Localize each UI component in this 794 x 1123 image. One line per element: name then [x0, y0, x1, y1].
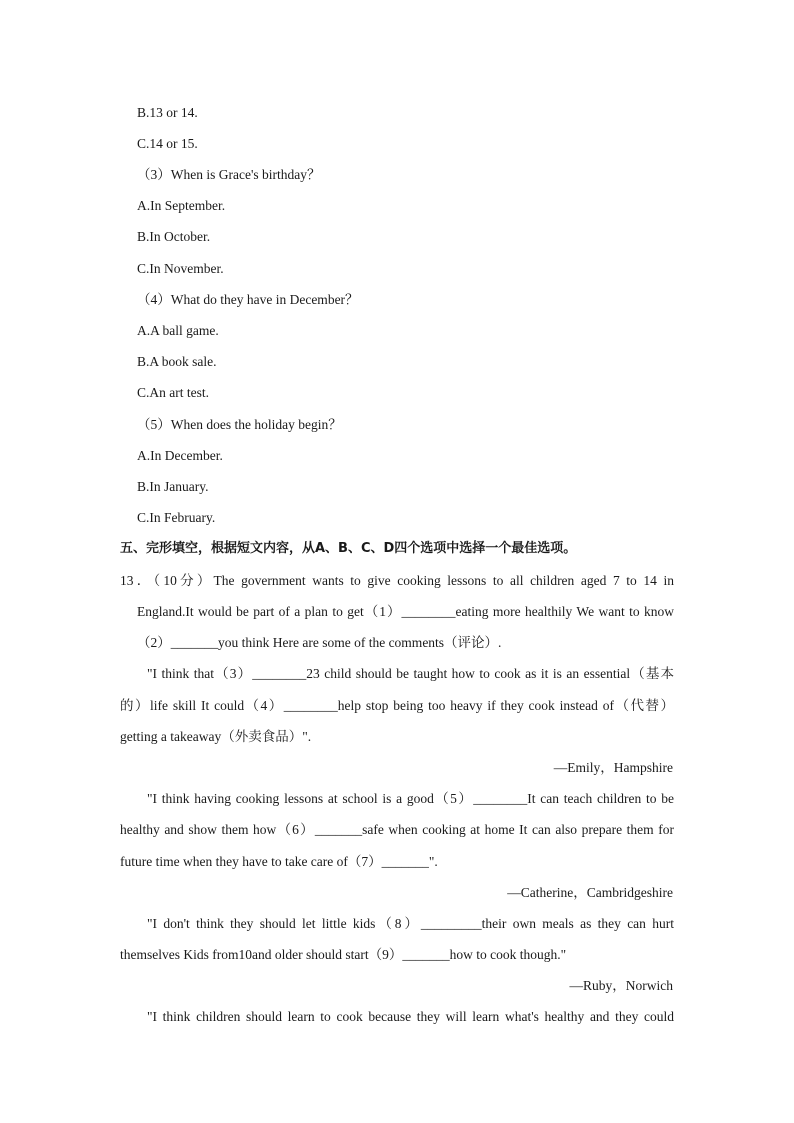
section-heading: 五、完形填空，根据短文内容，从A、B、C、D四个选项中选择一个最佳选项。 — [120, 541, 577, 556]
option-q2-c: C.14 or 15. — [137, 136, 198, 151]
option-q5-c: C.In February. — [137, 510, 216, 525]
option-q4-b: B.A book sale. — [137, 354, 217, 369]
passage-line-12: "I think children should learn to cook because they will learn what's healthy and they could — [147, 1009, 674, 1024]
option-q3-a: A.In September. — [137, 198, 226, 213]
option-q3-b: B.In October. — [137, 229, 211, 244]
passage-line-9: future time when they have to take care of（7）_______". — [120, 854, 438, 869]
option-q4-c: C.An art test. — [137, 385, 209, 400]
option-q5-b: B.In January. — [137, 479, 209, 494]
passage-line-7: "I think having cooking lessons at school is a good（5）________It can teach children to be — [147, 791, 674, 806]
option-q3-c: C.In November. — [137, 261, 224, 276]
passage-line-11: themselves Kids from10and older should start（9）_______how to cook though." — [120, 947, 567, 962]
question-5: （5）When does the holiday begin？ — [137, 417, 342, 432]
passage-line-1: 13．（10分）The government wants to give cooking lessons to all children aged 7 to 14 in — [120, 573, 674, 588]
passage-line-3: （2）_______you think Here are some of the comments（评论）. — [137, 635, 502, 650]
option-q2-b: B.13 or 14. — [137, 105, 198, 120]
signature-catherine: —Catherine，Cambridgeshire — [507, 885, 673, 900]
passage-line-6: getting a takeaway（外卖食品）". — [120, 729, 312, 744]
passage-line-10: "I don't think they should let little kids（8）_________their own meals as they can hurt — [147, 916, 674, 931]
question-4: （4）What do they have in December？ — [137, 292, 359, 307]
passage-line-8: healthy and show them how（6）_______safe when cooking at home It can also prepare them for — [120, 822, 674, 837]
passage-line-4: "I think that（3）________23 child should be taught how to cook as it is an essential（基本 — [147, 666, 674, 681]
option-q4-a: A.A ball game. — [137, 323, 219, 338]
option-q5-a: A.In December. — [137, 448, 223, 463]
signature-emily: —Emily，Hampshire — [553, 760, 673, 775]
question-3: （3）When is Grace's birthday？ — [137, 167, 321, 182]
passage-line-5: 的）life skill It could（4）________help stop being too heavy if they cook instead of（代替） — [120, 698, 674, 713]
passage-line-2: England.It would be part of a plan to get（1）________eating more healthily We want to know — [137, 604, 674, 619]
signature-ruby: —Ruby，Norwich — [569, 978, 673, 993]
